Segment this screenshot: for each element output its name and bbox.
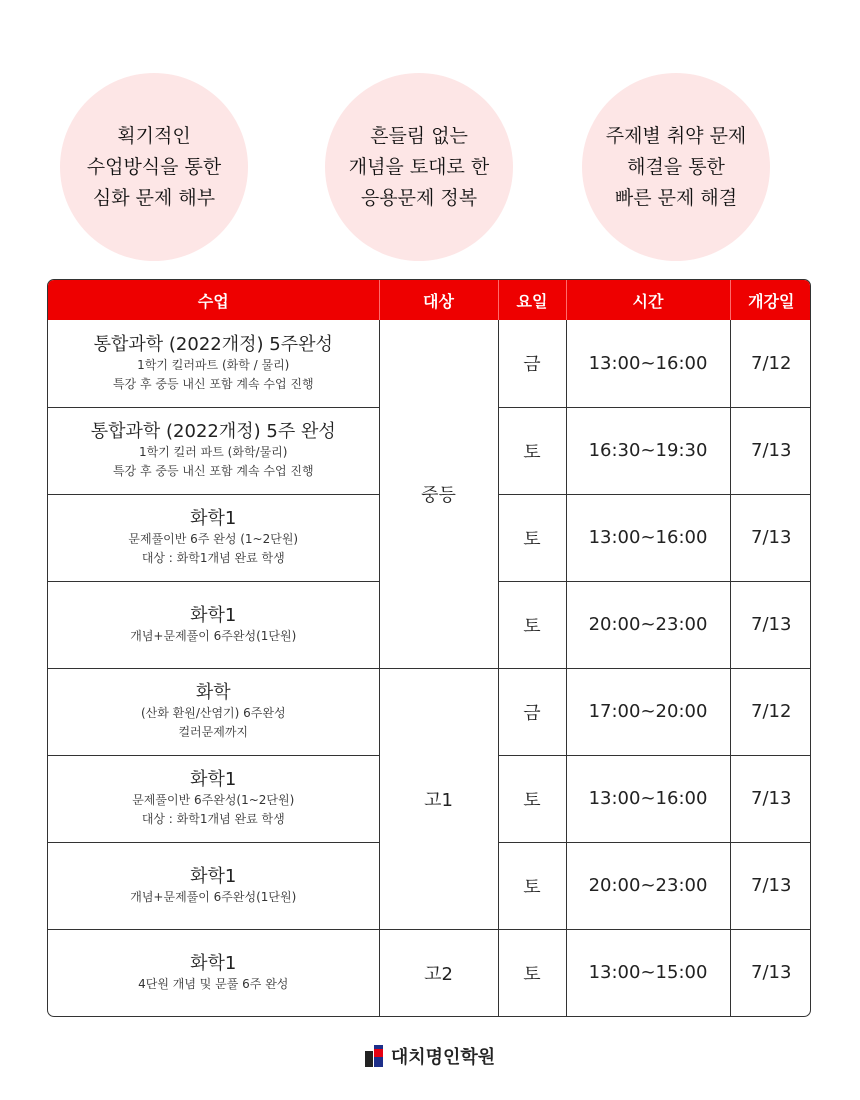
class-desc: 대상 : 화학1개념 완료 학생 [141, 812, 285, 826]
feature-circle-1 [60, 73, 248, 261]
table-header-row [48, 280, 811, 320]
time-cell: 17:00~20:00 [566, 668, 730, 755]
class-cell [48, 929, 379, 1016]
time-cell: 20:00~23:00 [566, 581, 730, 668]
header-start-date: 개강일 [730, 280, 811, 320]
target-cell: 중등 [379, 320, 498, 668]
class-desc: 컬러문제까지 [178, 725, 249, 739]
feature-text: 획기적인 수업방식을 통한 심화 문제 해부 [86, 124, 222, 209]
header-class: 수업 [48, 280, 379, 320]
class-desc: 4단원 개념 및 문풀 6주 완성 [138, 976, 289, 991]
class-desc: 개념+문제풀이 6주완성(1단원) [130, 889, 297, 904]
class-cell [48, 320, 379, 407]
class-cell [48, 407, 379, 494]
time-cell: 20:00~23:00 [566, 842, 730, 929]
header-time: 시간 [566, 280, 730, 320]
class-cell [48, 755, 379, 842]
start-date-cell: 7/13 [730, 407, 811, 494]
time-cell: 16:30~19:30 [566, 407, 730, 494]
day-cell: 금 [498, 320, 566, 407]
class-title: 화학1 [190, 508, 237, 529]
logo-mark-icon [365, 1045, 385, 1067]
schedule-table [47, 279, 811, 1017]
time-cell: 13:00~15:00 [566, 929, 730, 1016]
feature-circle-3 [582, 73, 770, 261]
class-desc: 특강 후 중등 내신 포함 계속 수업 진행 [112, 464, 314, 478]
day-cell: 토 [498, 842, 566, 929]
class-cell [48, 842, 379, 929]
day-cell: 토 [498, 581, 566, 668]
day-cell: 금 [498, 668, 566, 755]
class-cell [48, 581, 379, 668]
start-date-cell: 7/13 [730, 842, 811, 929]
start-date-cell: 7/13 [730, 755, 811, 842]
day-cell: 토 [498, 494, 566, 581]
start-date-cell: 7/12 [730, 320, 811, 407]
class-title: 화학1 [190, 952, 237, 974]
class-desc: 문제풀이반 6주완성(1~2단원) [132, 793, 295, 807]
class-desc: 개념+문제풀이 6주완성(1단원) [130, 628, 297, 643]
class-desc: 대상 : 화학1개념 완료 학생 [141, 551, 285, 565]
feature-text: 주제별 취약 문제 해결을 통한 빠른 문제 해결 [605, 124, 747, 209]
start-date-cell: 7/13 [730, 581, 811, 668]
feature-circles [0, 0, 860, 270]
class-cell [48, 668, 379, 755]
day-cell: 토 [498, 929, 566, 1016]
day-cell: 토 [498, 407, 566, 494]
start-date-cell: 7/12 [730, 668, 811, 755]
time-cell: 13:00~16:00 [566, 494, 730, 581]
class-cell [48, 494, 379, 581]
target-cell: 고1 [379, 668, 498, 929]
logo-text: 대치명인학원 [390, 1047, 496, 1068]
class-title: 통합과학 (2022개정) 5주 완성 [90, 421, 336, 442]
class-title: 화학1 [190, 769, 237, 790]
time-cell: 13:00~16:00 [566, 320, 730, 407]
start-date-cell: 7/13 [751, 962, 792, 984]
class-desc: 1학기 킬러 파트 (화학/물리) [139, 445, 288, 459]
feature-circle-2 [325, 73, 513, 261]
table-row [48, 929, 811, 1016]
header-target: 대상 [379, 280, 498, 320]
table-row [48, 668, 811, 755]
class-title: 화학1 [190, 865, 237, 887]
academy-logo [0, 1043, 860, 1069]
table-row [48, 320, 811, 407]
class-title: 화학 [195, 682, 231, 703]
class-desc: 특강 후 중등 내신 포함 계속 수업 진행 [112, 376, 314, 391]
start-date-cell: 7/13 [730, 494, 811, 581]
class-title: 통합과학 (2022개정) 5주완성 [93, 333, 333, 355]
time-cell: 13:00~16:00 [566, 755, 730, 842]
class-title: 화학1 [190, 604, 237, 626]
class-desc: 1학기 킬러파트 (화학 / 물리) [137, 357, 290, 372]
day-cell: 토 [498, 755, 566, 842]
class-desc: (산화 환원/산염기) 6주완성 [140, 706, 286, 720]
feature-text: 흔들림 없는 개념을 토대로 한 응용문제 정복 [348, 124, 490, 209]
header-day: 요일 [498, 280, 566, 320]
target-cell: 고2 [379, 929, 498, 1016]
class-desc: 문제풀이반 6주 완성 (1~2단원) [128, 532, 299, 546]
